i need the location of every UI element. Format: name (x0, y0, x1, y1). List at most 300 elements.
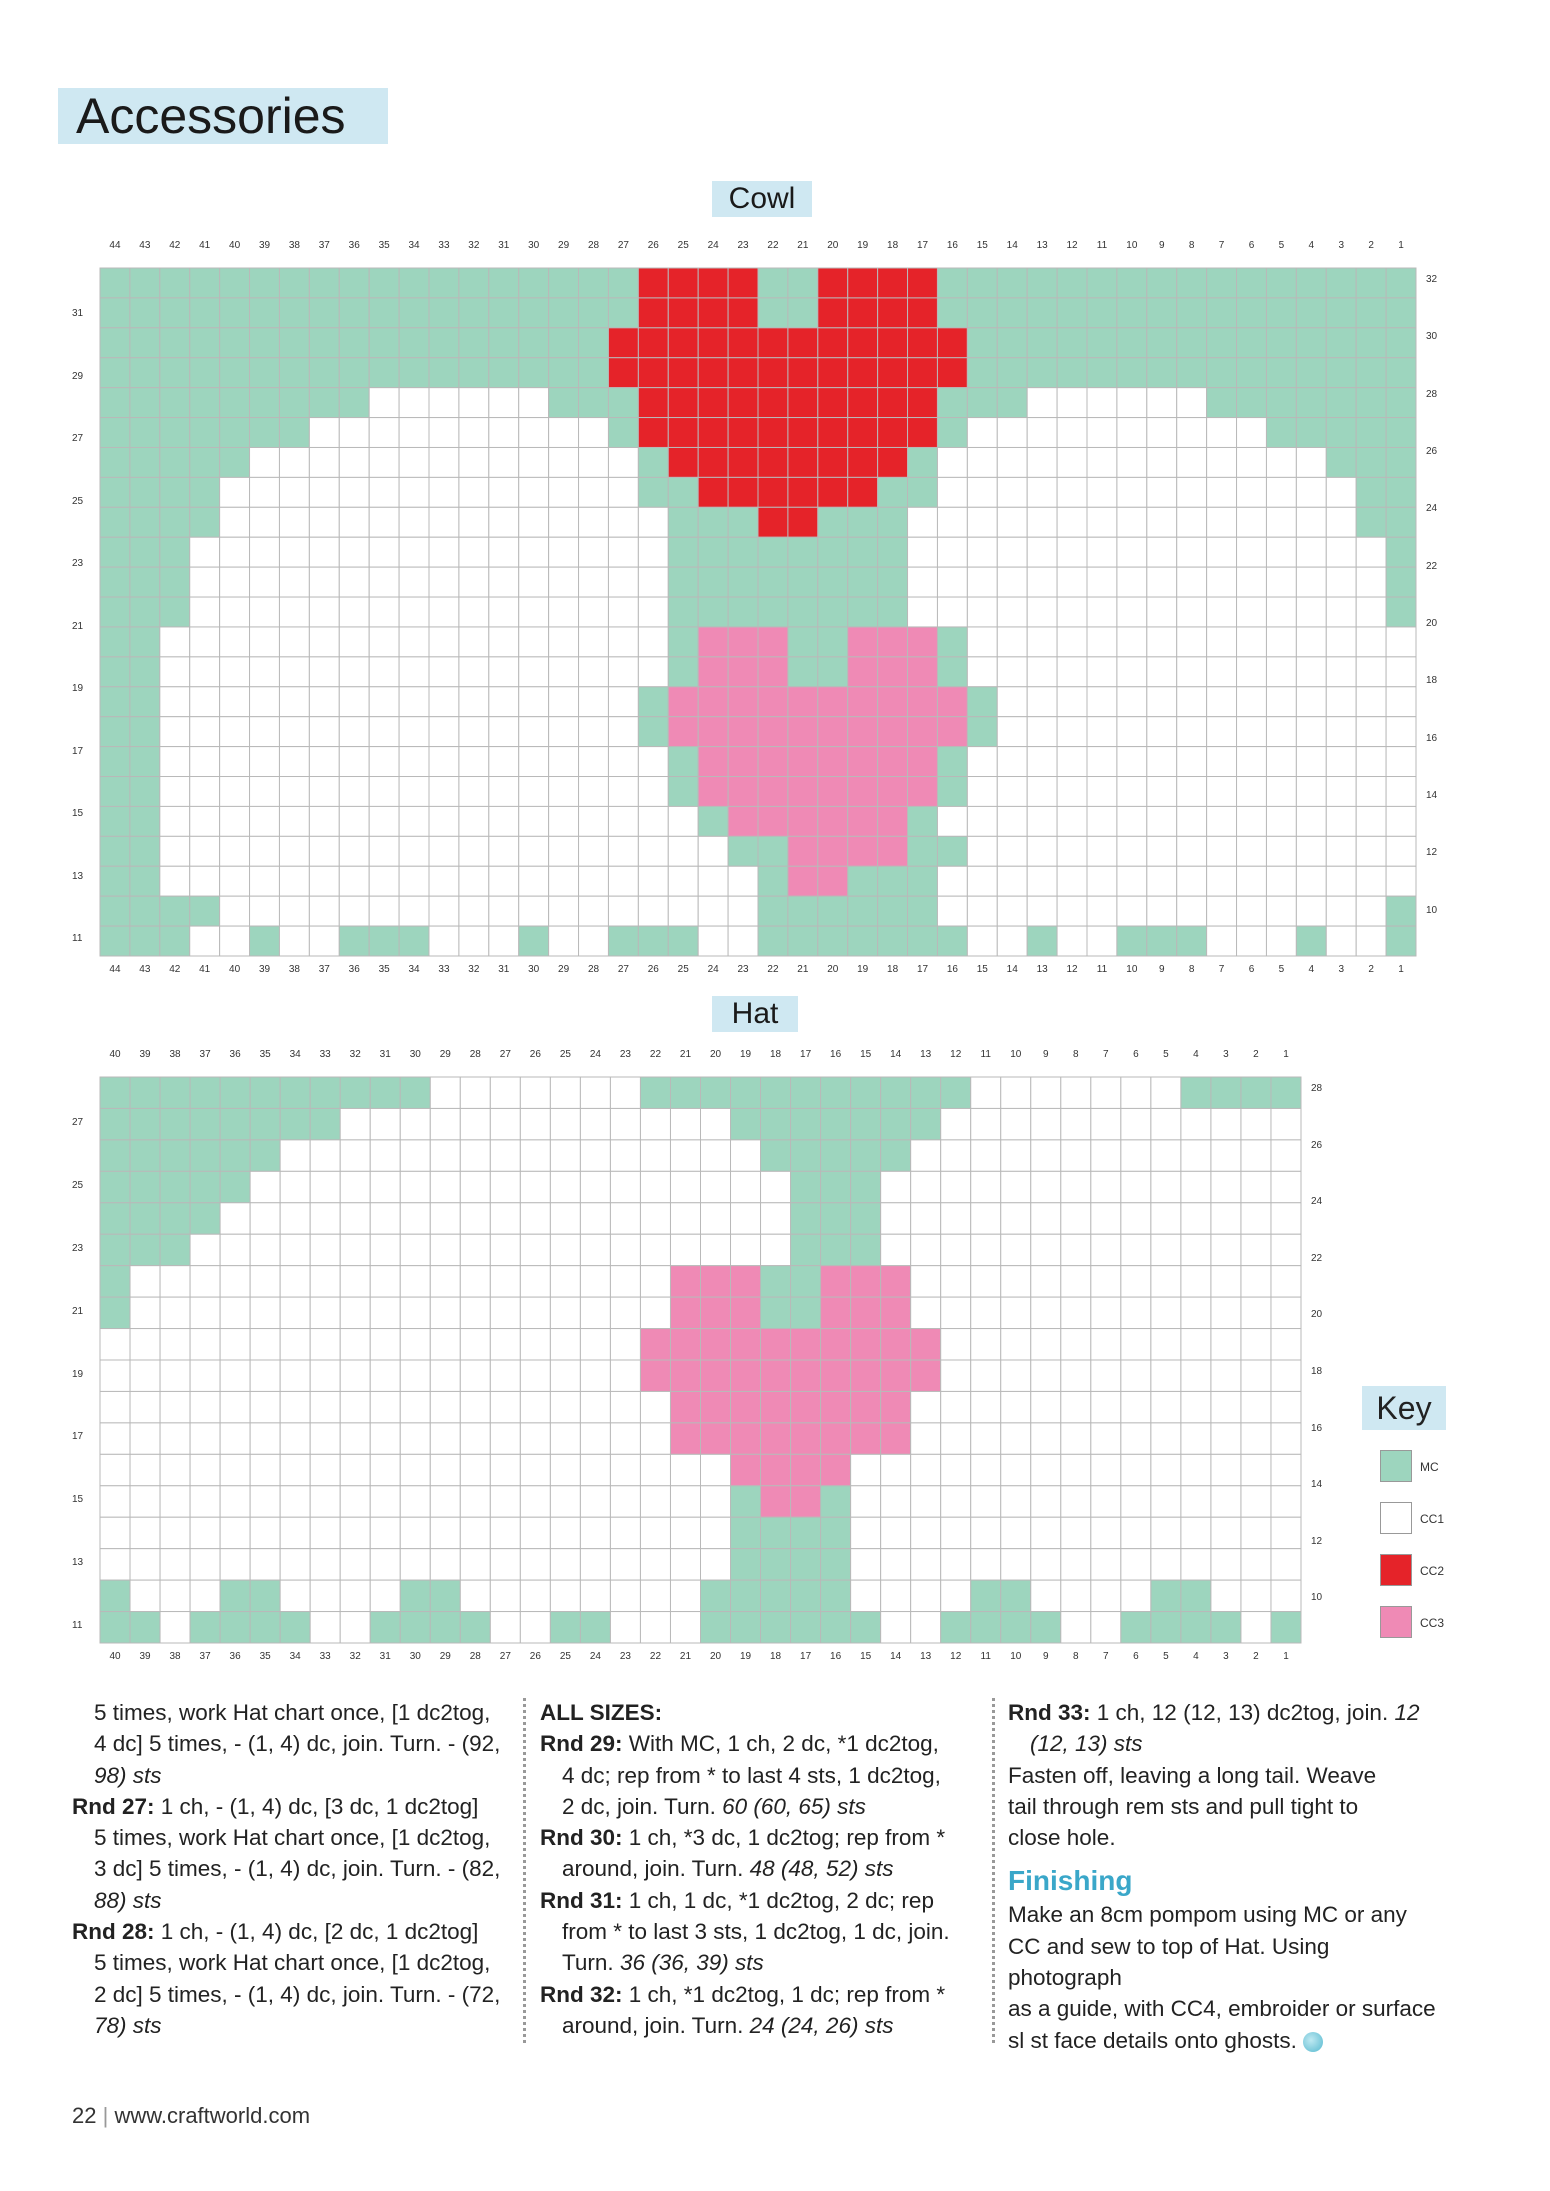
cowl-stitch (190, 806, 220, 836)
cowl-stitch (1326, 806, 1356, 836)
hat-col-label-bottom: 14 (890, 1651, 902, 1662)
hat-col-label-bottom: 6 (1133, 1651, 1139, 1662)
cowl-stitch (1147, 657, 1177, 687)
cowl-stitch (220, 866, 250, 896)
cowl-stitch (608, 388, 638, 418)
cowl-stitch (758, 627, 788, 657)
cowl-stitch (728, 268, 758, 298)
hat-stitch (1121, 1297, 1151, 1328)
hat-stitch (340, 1108, 370, 1139)
cowl-stitch (279, 657, 309, 687)
hat-stitch (821, 1234, 851, 1265)
cowl-stitch (579, 926, 609, 956)
hat-stitch (640, 1171, 670, 1202)
cowl-stitch (698, 388, 728, 418)
cowl-stitch (967, 806, 997, 836)
cowl-stitch (190, 777, 220, 807)
cowl-stitch (1207, 298, 1237, 328)
cowl-stitch (160, 298, 190, 328)
cowl-col-label-bottom: 16 (946, 964, 958, 975)
hat-stitch (370, 1077, 400, 1108)
hat-stitch (190, 1203, 220, 1234)
hat-stitch (1181, 1297, 1211, 1328)
hat-stitch (911, 1391, 941, 1422)
hat-stitch (1181, 1203, 1211, 1234)
hat-stitch (670, 1234, 700, 1265)
cowl-stitch (1177, 747, 1207, 777)
hat-stitch (160, 1517, 190, 1548)
hat-stitch (580, 1329, 610, 1360)
cowl-stitch (848, 388, 878, 418)
cowl-stitch (399, 597, 429, 627)
cowl-stitch (1356, 537, 1386, 567)
cowl-stitch (698, 866, 728, 896)
cowl-stitch (1057, 926, 1087, 956)
hat-stitch (1151, 1108, 1181, 1139)
cowl-stitch (638, 747, 668, 777)
cowl-stitch (1326, 896, 1356, 926)
cowl-col-label-top: 38 (288, 240, 300, 251)
hat-stitch (610, 1203, 640, 1234)
cowl-stitch (160, 418, 190, 448)
cowl-stitch (549, 806, 579, 836)
cowl-stitch (1027, 866, 1057, 896)
hat-stitch (610, 1077, 640, 1108)
cowl-stitch (1237, 507, 1267, 537)
hat-stitch (1181, 1454, 1211, 1485)
cowl-stitch (728, 806, 758, 836)
hat-stitch (190, 1234, 220, 1265)
cowl-stitch (519, 926, 549, 956)
cowl-stitch (638, 777, 668, 807)
cowl-stitch (519, 627, 549, 657)
cowl-stitch (668, 567, 698, 597)
hat-stitch (100, 1234, 130, 1265)
hat-col-label-bottom: 38 (169, 1651, 181, 1662)
cowl-stitch (369, 836, 399, 866)
hat-stitch (280, 1517, 310, 1548)
hat-stitch (941, 1549, 971, 1580)
hat-stitch (1001, 1234, 1031, 1265)
cowl-stitch (279, 627, 309, 657)
cowl-stitch (459, 866, 489, 896)
cowl-stitch (608, 477, 638, 507)
hat-stitch (1031, 1140, 1061, 1171)
cowl-stitch (1237, 896, 1267, 926)
cowl-stitch (429, 896, 459, 926)
cowl-stitch (997, 447, 1027, 477)
hat-stitch (430, 1234, 460, 1265)
hat-stitch (1061, 1108, 1091, 1139)
cowl-stitch (698, 777, 728, 807)
cowl-stitch (1237, 567, 1267, 597)
cowl-stitch (130, 447, 160, 477)
hat-stitch (100, 1517, 130, 1548)
cowl-stitch (250, 866, 280, 896)
hat-stitch (1241, 1612, 1271, 1643)
cowl-stitch (1027, 328, 1057, 358)
cowl-stitch (1087, 507, 1117, 537)
cowl-stitch (1386, 268, 1416, 298)
cowl-col-label-top: 13 (1036, 240, 1048, 251)
cowl-stitch (250, 328, 280, 358)
cowl-stitch (997, 418, 1027, 448)
cowl-stitch (1147, 597, 1177, 627)
cowl-stitch (788, 866, 818, 896)
cowl-stitch (220, 507, 250, 537)
cowl-stitch (489, 298, 519, 328)
cowl-stitch (668, 717, 698, 747)
hat-stitch (520, 1234, 550, 1265)
hat-col-label-top: 24 (589, 1049, 601, 1060)
cowl-stitch (1177, 657, 1207, 687)
hat-stitch (670, 1329, 700, 1360)
hat-stitch (911, 1203, 941, 1234)
cowl-stitch (1057, 747, 1087, 777)
cowl-stitch (399, 747, 429, 777)
cowl-stitch (579, 896, 609, 926)
hat-stitch (1061, 1549, 1091, 1580)
cowl-stitch (1027, 597, 1057, 627)
cowl-stitch (399, 896, 429, 926)
cowl-stitch (190, 627, 220, 657)
cowl-stitch (1356, 597, 1386, 627)
cowl-stitch (758, 657, 788, 687)
hat-stitch (1181, 1580, 1211, 1611)
cowl-stitch (399, 418, 429, 448)
cowl-stitch (130, 687, 160, 717)
cowl-stitch (130, 657, 160, 687)
hat-stitch (610, 1234, 640, 1265)
cowl-stitch (1237, 717, 1267, 747)
cowl-stitch (160, 806, 190, 836)
hat-col-label-bottom: 24 (589, 1651, 601, 1662)
cowl-stitch (429, 328, 459, 358)
cowl-stitch (369, 657, 399, 687)
hat-stitch (1211, 1077, 1241, 1108)
hat-stitch (250, 1360, 280, 1391)
cowl-stitch (818, 537, 848, 567)
cowl-stitch (1117, 418, 1147, 448)
cowl-stitch (937, 298, 967, 328)
cowl-stitch (1237, 926, 1267, 956)
hat-stitch (130, 1580, 160, 1611)
hat-stitch (520, 1329, 550, 1360)
hat-stitch (911, 1297, 941, 1328)
cowl-stitch (1117, 537, 1147, 567)
cowl-stitch (309, 328, 339, 358)
cowl-stitch (848, 268, 878, 298)
hat-stitch (250, 1108, 280, 1139)
cowl-stitch (937, 896, 967, 926)
hat-stitch (370, 1423, 400, 1454)
cowl-stitch (728, 477, 758, 507)
hat-stitch (430, 1203, 460, 1234)
cowl-stitch (579, 447, 609, 477)
cowl-stitch (1057, 537, 1087, 567)
hat-col-label-top: 15 (860, 1049, 872, 1060)
cowl-stitch (997, 537, 1027, 567)
cowl-stitch (160, 687, 190, 717)
text-line: 3 dc] 5 times, - (1, 4) dc, join. Turn. - (82, (94, 1856, 501, 1882)
cowl-row-label-right: 20 (1426, 618, 1438, 629)
cowl-row-label-left: 21 (72, 620, 84, 632)
cowl-stitch (220, 747, 250, 777)
cowl-stitch (967, 597, 997, 627)
text-line: 2 dc, join. Turn. 60 (60, 65) sts (562, 1793, 866, 1819)
hat-stitch (490, 1580, 520, 1611)
cowl-stitch (1207, 477, 1237, 507)
cowl-stitch (788, 597, 818, 627)
text-line: tail through rem sts and pull tight to (1008, 1793, 1359, 1819)
cowl-stitch (668, 507, 698, 537)
cowl-col-label-top: 37 (318, 240, 330, 251)
cowl-stitch (818, 418, 848, 448)
cowl-stitch (848, 537, 878, 567)
cowl-col-label-bottom: 31 (498, 964, 510, 975)
round-31: Rnd 31: 1 ch, 1 dc, *1 dc2tog, 2 dc; rep (540, 1887, 934, 1913)
cowl-stitch (489, 507, 519, 537)
cowl-stitch (1266, 627, 1296, 657)
column-divider (992, 1698, 995, 2043)
hat-stitch (490, 1549, 520, 1580)
hat-stitch (580, 1517, 610, 1548)
hat-stitch (1151, 1203, 1181, 1234)
cowl-stitch (1386, 328, 1416, 358)
cowl-stitch (579, 358, 609, 388)
cowl-stitch (1386, 777, 1416, 807)
hat-stitch (250, 1171, 280, 1202)
cowl-stitch (100, 388, 130, 418)
hat-stitch (911, 1329, 941, 1360)
hat-stitch (430, 1391, 460, 1422)
cowl-stitch (369, 388, 399, 418)
hat-stitch (610, 1140, 640, 1171)
cowl-stitch (519, 717, 549, 747)
cowl-stitch (519, 567, 549, 597)
cowl-stitch (848, 657, 878, 687)
hat-stitch (550, 1423, 580, 1454)
hat-stitch (310, 1612, 340, 1643)
hat-stitch (580, 1077, 610, 1108)
cowl-stitch (1296, 836, 1326, 866)
hat-stitch (1121, 1486, 1151, 1517)
cowl-stitch (908, 358, 938, 388)
cowl-stitch (728, 298, 758, 328)
cowl-stitch (309, 866, 339, 896)
cowl-stitch (1237, 388, 1267, 418)
cowl-stitch (878, 537, 908, 567)
cowl-stitch (1057, 896, 1087, 926)
cowl-stitch (1296, 328, 1326, 358)
cowl-stitch (1237, 836, 1267, 866)
hat-stitch (340, 1549, 370, 1580)
hat-stitch (1151, 1454, 1181, 1485)
hat-stitch (610, 1266, 640, 1297)
cowl-stitch (1117, 777, 1147, 807)
cowl-stitch (818, 926, 848, 956)
cowl-stitch (279, 597, 309, 627)
cowl-stitch (429, 567, 459, 597)
hat-row-label-left: 21 (72, 1305, 84, 1317)
hat-stitch (310, 1580, 340, 1611)
cowl-stitch (608, 806, 638, 836)
hat-stitch (220, 1391, 250, 1422)
cowl-stitch (309, 298, 339, 328)
cowl-stitch (1207, 866, 1237, 896)
hat-stitch (280, 1140, 310, 1171)
hat-stitch (520, 1549, 550, 1580)
cowl-stitch (638, 358, 668, 388)
cowl-stitch (728, 567, 758, 597)
cowl-stitch (1207, 777, 1237, 807)
cowl-stitch (1326, 358, 1356, 388)
section-title: Accessories (58, 88, 388, 144)
hat-stitch (610, 1108, 640, 1139)
hat-stitch (821, 1612, 851, 1643)
hat-stitch (130, 1234, 160, 1265)
cowl-stitch (818, 627, 848, 657)
cowl-stitch (369, 298, 399, 328)
cowl-stitch (698, 896, 728, 926)
hat-stitch (971, 1171, 1001, 1202)
cowl-stitch (1147, 717, 1177, 747)
cowl-stitch (1027, 507, 1057, 537)
cowl-stitch (1087, 687, 1117, 717)
hat-stitch (1001, 1329, 1031, 1360)
hat-chart-title: Hat (712, 996, 798, 1032)
hat-col-label-top: 19 (739, 1049, 752, 1060)
hat-stitch (190, 1486, 220, 1517)
cowl-row-label-right: 30 (1426, 331, 1438, 343)
hat-stitch (881, 1297, 911, 1328)
hat-stitch (160, 1580, 190, 1611)
cowl-stitch (1237, 447, 1267, 477)
cowl-stitch (1326, 268, 1356, 298)
cowl-stitch (1356, 657, 1386, 687)
hat-stitch (1001, 1454, 1031, 1485)
hat-stitch (460, 1517, 490, 1548)
cowl-stitch (399, 328, 429, 358)
cowl-stitch (1117, 836, 1147, 866)
hat-stitch (250, 1454, 280, 1485)
hat-stitch (190, 1171, 220, 1202)
cowl-stitch (309, 388, 339, 418)
cowl-stitch (1057, 866, 1087, 896)
cowl-stitch (100, 836, 130, 866)
cowl-stitch (1237, 537, 1267, 567)
hat-stitch (640, 1549, 670, 1580)
cowl-stitch (220, 567, 250, 597)
hat-col-label-top: 6 (1133, 1049, 1139, 1060)
cowl-stitch (1326, 328, 1356, 358)
hat-stitch (310, 1360, 340, 1391)
cowl-stitch (279, 358, 309, 388)
hat-stitch (430, 1108, 460, 1139)
hat-stitch (1181, 1108, 1211, 1139)
hat-stitch (701, 1171, 731, 1202)
hat-stitch (941, 1612, 971, 1643)
hat-stitch (1031, 1203, 1061, 1234)
cowl-stitch (519, 687, 549, 717)
hat-col-label-bottom: 16 (830, 1651, 842, 1662)
hat-stitch (490, 1171, 520, 1202)
hat-stitch (731, 1360, 761, 1391)
cowl-stitch (309, 687, 339, 717)
cowl-stitch (1207, 896, 1237, 926)
cowl-stitch (309, 747, 339, 777)
hat-stitch (701, 1108, 731, 1139)
hat-row-label-right: 22 (1311, 1252, 1323, 1264)
hat-stitch (761, 1517, 791, 1548)
hat-stitch (941, 1203, 971, 1234)
cowl-stitch (309, 507, 339, 537)
cowl-stitch (1177, 777, 1207, 807)
cowl-stitch (549, 537, 579, 567)
hat-stitch (1061, 1454, 1091, 1485)
cowl-stitch (250, 717, 280, 747)
cowl-stitch (160, 747, 190, 777)
hat-stitch (1211, 1423, 1241, 1454)
cowl-stitch (1207, 806, 1237, 836)
cowl-stitch (878, 627, 908, 657)
cowl-stitch (100, 777, 130, 807)
cowl-stitch (100, 328, 130, 358)
cowl-stitch (878, 836, 908, 866)
hat-stitch (881, 1171, 911, 1202)
hat-stitch (1031, 1612, 1061, 1643)
cowl-stitch (399, 477, 429, 507)
cowl-col-label-bottom: 4 (1308, 964, 1315, 975)
cowl-stitch (848, 687, 878, 717)
cowl-stitch (1386, 747, 1416, 777)
cowl-stitch (668, 836, 698, 866)
hat-stitch (220, 1580, 250, 1611)
hat-stitch (881, 1612, 911, 1643)
hat-col-label-top: 1 (1283, 1049, 1289, 1060)
hat-stitch (821, 1171, 851, 1202)
cowl-row-label-left: 29 (72, 370, 84, 382)
cowl-stitch (1296, 657, 1326, 687)
cowl-stitch (758, 328, 788, 358)
hat-stitch (1271, 1549, 1301, 1580)
hat-col-label-top: 13 (920, 1049, 932, 1060)
cowl-stitch (1266, 896, 1296, 926)
cowl-stitch (190, 836, 220, 866)
cowl-stitch (1177, 477, 1207, 507)
hat-stitch (580, 1454, 610, 1485)
cowl-stitch (309, 447, 339, 477)
hat-stitch (160, 1140, 190, 1171)
hat-stitch (520, 1612, 550, 1643)
cowl-stitch (1326, 388, 1356, 418)
cowl-stitch (1207, 567, 1237, 597)
hat-col-label-bottom: 2 (1253, 1651, 1259, 1662)
hat-stitch (670, 1549, 700, 1580)
hat-stitch (881, 1203, 911, 1234)
hat-stitch (791, 1297, 821, 1328)
hat-stitch (100, 1486, 130, 1517)
cowl-stitch (1177, 537, 1207, 567)
cowl-stitch (997, 896, 1027, 926)
cowl-stitch (279, 717, 309, 747)
hat-stitch (220, 1234, 250, 1265)
cowl-col-label-top: 30 (528, 240, 540, 251)
cowl-stitch (130, 298, 160, 328)
cowl-stitch (579, 777, 609, 807)
cowl-stitch (309, 268, 339, 298)
cowl-stitch (1177, 926, 1207, 956)
